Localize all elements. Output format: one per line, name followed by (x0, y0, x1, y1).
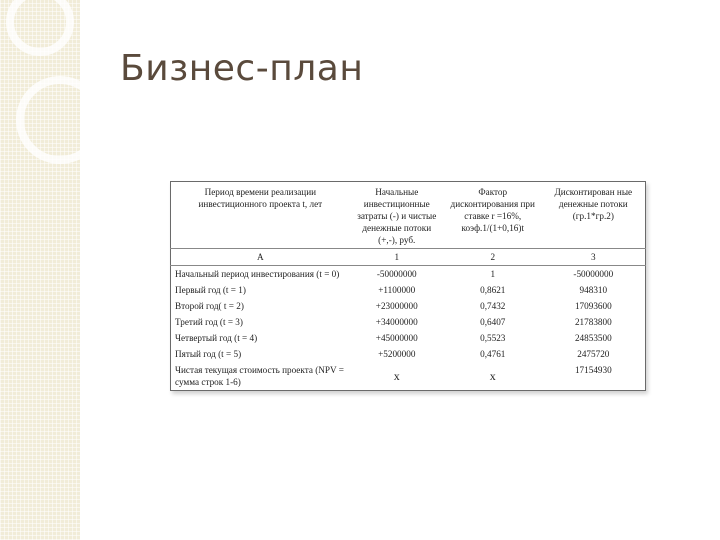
period-cell: Начальный период инвестирования (t = 0) (175, 269, 340, 279)
decorative-side-strip (0, 0, 80, 540)
period-cell: Третий год (t = 3) (175, 317, 243, 327)
period-cell: Четвертый год (t = 4) (175, 333, 258, 343)
period-cell: Пятый год (t = 5) (175, 349, 242, 359)
table-row (171, 298, 646, 314)
cash-flow-cell: +34000000 (375, 317, 418, 327)
discounted-cell: 17093600 (574, 301, 612, 311)
factor-cell: 0,7432 (480, 301, 506, 311)
factor-cell: 0,8621 (480, 285, 506, 295)
cash-flow-cell: +45000000 (375, 333, 418, 343)
discounted-cell: 948310 (579, 285, 608, 295)
table-header-row (171, 182, 646, 249)
investment-table-container (170, 181, 646, 391)
header-period: Период времени реализации инвестиционного проекта t, лет (198, 187, 323, 209)
table-row (171, 330, 646, 346)
decorative-circles (0, 0, 80, 540)
period-cell: Первый год (t = 1) (175, 285, 246, 295)
cash-flow-cell: +5200000 (378, 349, 416, 359)
discounted-cell: 2475720 (577, 349, 610, 359)
cash-flow-cell: +1100000 (378, 285, 416, 295)
discounted-cell: 24853500 (574, 333, 612, 343)
cash-flow-cell: +23000000 (375, 301, 418, 311)
discounted-cell: -50000000 (573, 269, 614, 279)
factor-cell: х (489, 369, 496, 383)
factor-cell: 1 (490, 269, 496, 279)
cash-flow-cell: х (393, 369, 400, 383)
cash-flow-cell: -50000000 (376, 269, 417, 279)
discounted-cell: 21783800 (574, 317, 612, 327)
table-row-npv-total (171, 362, 646, 391)
factor-cell: 0,4761 (480, 349, 506, 359)
header-discount-factor: Фактор дисконтирования при ставке r =16%, коэф.1/(1+0,16)t (450, 187, 535, 233)
investment-table (170, 181, 646, 391)
factor-cell: 0,5523 (480, 333, 506, 343)
factor-cell: 0,6407 (480, 317, 506, 327)
index-cell: 3 (542, 249, 646, 266)
index-cell: 2 (444, 249, 542, 266)
index-cell: А (171, 249, 350, 266)
table-row (171, 266, 646, 283)
period-cell: Второй год( t = 2) (175, 301, 244, 311)
discounted-cell: 17154930 (574, 365, 612, 375)
table-row (171, 282, 646, 298)
header-discounted-flow: Дисконтирован ные денежные потоки (гр.1*гр.2) (554, 187, 633, 221)
table-row (171, 314, 646, 330)
index-cell: 1 (350, 249, 444, 266)
table-row (171, 346, 646, 362)
period-cell: Чистая текущая стоимость проекта (NPV = сумма строк 1-6) (175, 365, 344, 387)
table-index-row (171, 249, 646, 266)
header-cash-flow: Начальные инвестиционные затраты (-) и чистые денежные потоки (+,-), руб. (357, 187, 437, 245)
slide-title: Бизнес-план (120, 48, 364, 89)
